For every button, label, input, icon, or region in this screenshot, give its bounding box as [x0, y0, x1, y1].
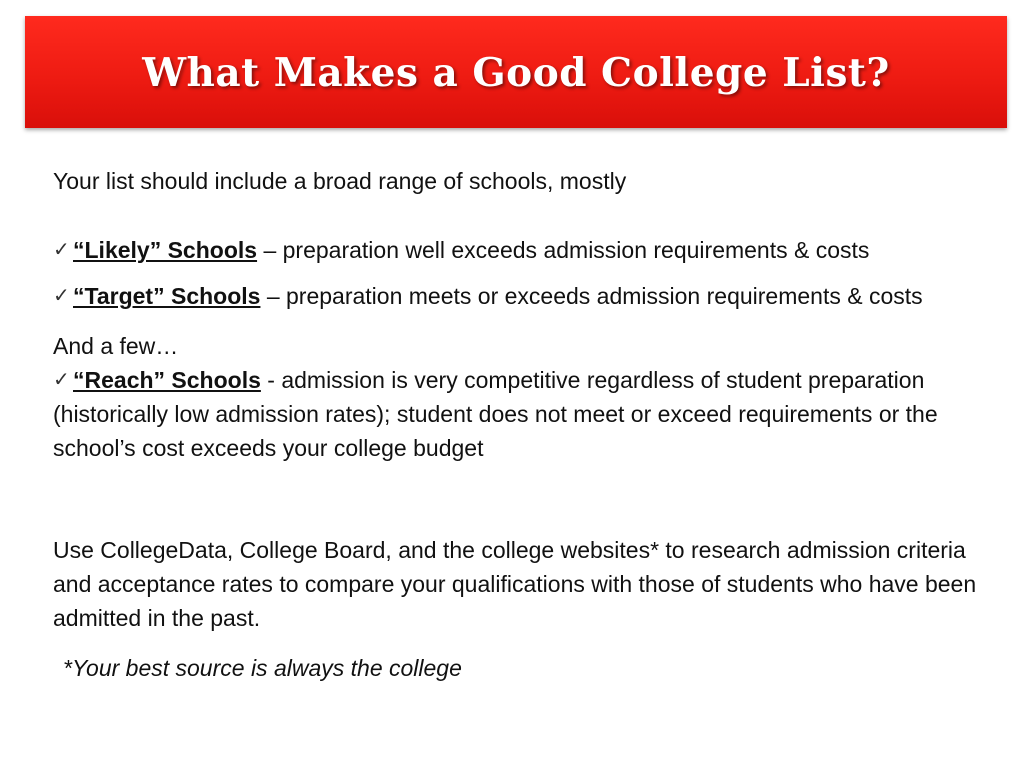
- reach-schools-description: - admission is very competitive regardless of student preparation (historically low admission rates); student does not meet or exceed requirements or the school’s cost exceeds your college budget: [53, 367, 938, 461]
- bullet-reach-schools: [53, 363, 983, 465]
- target-schools-description: – preparation meets or exceeds admission requirements & costs: [260, 283, 923, 309]
- slide-title: What Makes a Good College List?: [142, 50, 890, 96]
- research-text: Use CollegeData, College Board, and the college websites* to research admission criteria and acceptance rates to compare your qualifications with those of students who have been admitted in the past.: [53, 537, 977, 631]
- intro-text: Your list should include a broad range of schools, mostly: [53, 168, 627, 194]
- term-target-schools: “Target” Schools: [73, 283, 261, 309]
- and-a-few-label: And a few…: [53, 333, 179, 359]
- bullet-likely-schools: [53, 233, 983, 267]
- checkmark-icon: ✓: [53, 285, 70, 307]
- slide-content: [53, 164, 983, 685]
- term-likely-schools: “Likely” Schools: [73, 237, 258, 263]
- likely-schools-description: – preparation well exceeds admission requirements & costs: [257, 237, 870, 263]
- footnote: *Your best source is always the college: [63, 655, 462, 681]
- checkmark-icon: ✓: [53, 239, 70, 261]
- bullet-target-schools: [53, 279, 983, 313]
- term-reach-schools: “Reach” Schools: [73, 367, 261, 393]
- title-banner: [25, 16, 1007, 128]
- checkmark-icon: ✓: [53, 369, 70, 391]
